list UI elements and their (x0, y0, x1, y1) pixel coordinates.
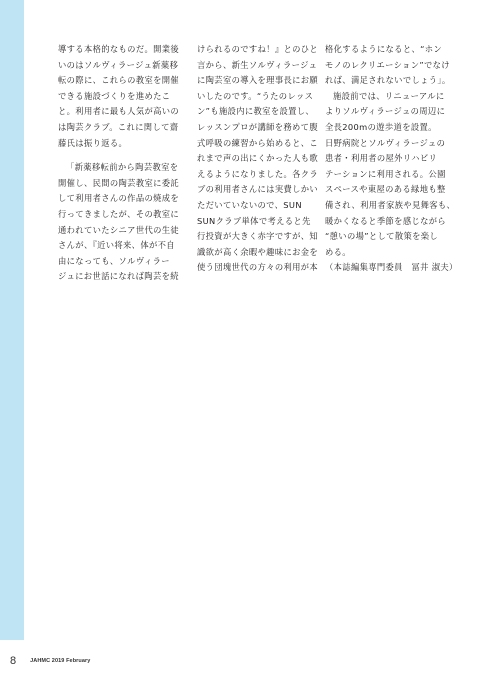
text-line: けられるのですね！』とのひと (197, 44, 319, 54)
text-line: 格化するようになると、“ホン (325, 44, 443, 54)
text-line: 藤氏は振り返る。 (58, 137, 128, 148)
text-line: 全長200mの遊歩道を設置。 (325, 121, 437, 132)
text-line: 識欲が高く余暇や趣味にお金を (197, 246, 319, 257)
text-line: 導する本格的なものだ。開業後 (58, 44, 180, 54)
text-line: モノのレクリエーション”でなけ (325, 59, 450, 70)
journal-name: JAHMC 2019 February (30, 658, 91, 664)
text-line: 開催し、民間の陶芸教室に委託 (58, 177, 180, 188)
text-line: れば、満足されないでしょう」。 (325, 75, 451, 86)
text-line: 施設前では、リニューアルに (333, 90, 445, 101)
text-line: に陶芸室の導入を理事長にお願 (197, 75, 319, 86)
text-line: 由になっても、ソルヴィラー (58, 255, 170, 266)
text-line: める。 (325, 246, 351, 257)
text-column-2 (197, 42, 323, 276)
text-line: と。利用者に最も人気が高いの (58, 106, 180, 117)
text-line: “憩いの場”として散策を楽し (325, 231, 439, 242)
text-line: レッスンプロが講師を務めて腹 (197, 121, 318, 132)
text-line: テーションに利用される。公園 (325, 168, 446, 179)
text-line: 言から、新生ソルヴィラージュ (197, 59, 318, 70)
text-line: スペースや東屋のある緑地も整 (325, 184, 446, 195)
text-line: 備され、利用者家族や見舞客も、 (325, 199, 456, 210)
text-line: れまで声の出にくかった人も歌 (197, 153, 319, 164)
text-line: ただいていないので、SUN (197, 199, 302, 210)
text-column-1 (58, 42, 184, 285)
text-line: ン”も施設内に教室を設置し、 (197, 106, 315, 117)
text-line: 日野病院とソルヴィラージュの (325, 137, 446, 148)
text-line: さんが、『近い将来、体が不自 (58, 240, 175, 251)
text-line: 行ってきましたが、その教室に (58, 208, 180, 219)
text-line: えるようになりました。各クラ (197, 168, 319, 179)
text-line: できる施設づくりを進めたこ (58, 90, 171, 101)
text-line: 「新薬移転前から陶芸教室を (66, 162, 179, 173)
text-line: は陶芸クラブ。これに関して齋 (58, 121, 179, 132)
paragraph-gap (58, 151, 184, 160)
text-line: 行投資が大きく赤字ですが、知 (197, 231, 319, 242)
text-line: 暖かくなると季節を感じながら (325, 215, 447, 226)
text-line: 使う団塊世代の方々の利用が本 (197, 262, 319, 273)
text-line: SUNクラブ単体で考えると先 (197, 215, 311, 226)
text-line: 患者・利用者の屋外リハビリ (325, 153, 438, 164)
side-color-band (0, 0, 24, 640)
text-line: 通われていたシニア世代の生徒 (58, 224, 180, 235)
text-line: 式呼吸の練習から始めると、こ (197, 137, 319, 148)
text-column-3 (325, 42, 458, 276)
page-footer (10, 654, 90, 668)
text-line: ブの利用者さんには実費しかい (197, 184, 319, 195)
text-line: して利用者さんの作品の焼成を (58, 193, 180, 204)
text-line: ジュにお世話になれば陶芸を続 (58, 271, 179, 282)
text-line: よりソルヴィラージュの周辺に (325, 106, 446, 117)
text-line: 転の際に、これらの教室を開催 (58, 75, 180, 86)
text-line: いのはソルヴィラージュ新薬移 (58, 59, 179, 70)
page-number: 8 (10, 655, 17, 667)
author-credit: （本誌編集専門委員 冨井 淑夫） (325, 262, 458, 273)
text-line: いしたのです。“うたのレッス (197, 90, 314, 101)
